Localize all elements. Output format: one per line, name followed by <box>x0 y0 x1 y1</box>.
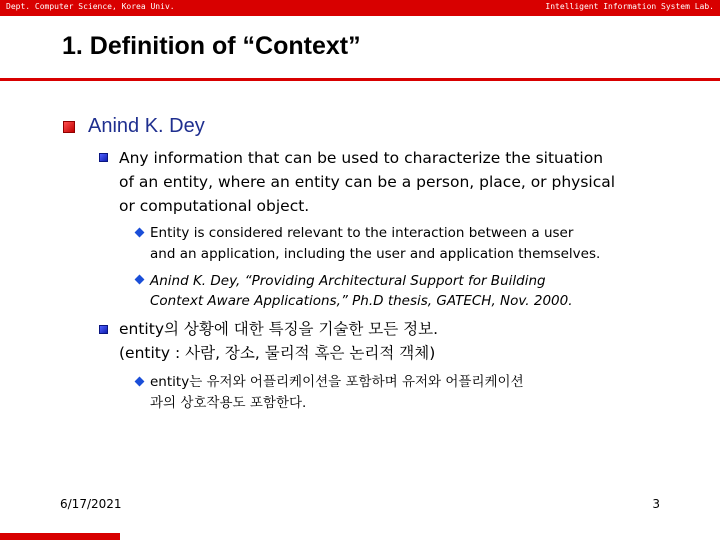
item1-sub1-line-1: Entity is considered relevant to the interaction between a user <box>150 225 574 241</box>
diamond-bullet-icon <box>135 275 145 285</box>
slide-title: 1. Definition of “Context” <box>62 32 361 60</box>
item2-sub1-line-1: entity는 유저와 어플리케이션을 포함하며 유저와 어플리케이션 <box>150 374 524 390</box>
level1-heading: Anind K. Dey <box>88 115 205 137</box>
footer-date: 6/17/2021 <box>60 497 122 511</box>
item1-line-3: or computational object. <box>119 197 310 215</box>
item1-sub2-line-1: Anind K. Dey, “Providing Architectural Support for Building <box>150 273 546 289</box>
diamond-bullet-icon <box>135 228 145 238</box>
square-bullet-icon <box>63 121 75 133</box>
square-bullet-icon <box>99 325 108 334</box>
item2-line-2: (entity : 사람, 장소, 물리적 혹은 논리적 객체) <box>119 344 436 362</box>
footer-accent-bar <box>0 533 120 540</box>
item1-line-2: of an entity, where an entity can be a person, place, or physical <box>119 173 616 191</box>
page-number: 3 <box>652 497 660 511</box>
square-bullet-icon <box>99 153 108 162</box>
header-left-text: Dept. Computer Science, Korea Univ. <box>6 2 175 11</box>
item1-sub2-line-2: Context Aware Applications,” Ph.D thesis, GATECH, Nov. 2000. <box>150 293 573 309</box>
item1-line-1: Any information that can be used to characterize the situation <box>119 149 604 167</box>
title-divider <box>0 78 720 81</box>
item2-sub1-line-2: 과의 상호작용도 포함한다. <box>150 395 307 411</box>
item1-sub1-line-2: and an application, including the user and application themselves. <box>150 246 601 262</box>
item2-line-1: entity의 상황에 대한 특징을 기술한 모든 정보. <box>119 320 439 338</box>
header-bar <box>0 0 720 16</box>
diamond-bullet-icon <box>135 377 145 387</box>
header-right-text: Intelligent Information System Lab. <box>545 2 714 11</box>
